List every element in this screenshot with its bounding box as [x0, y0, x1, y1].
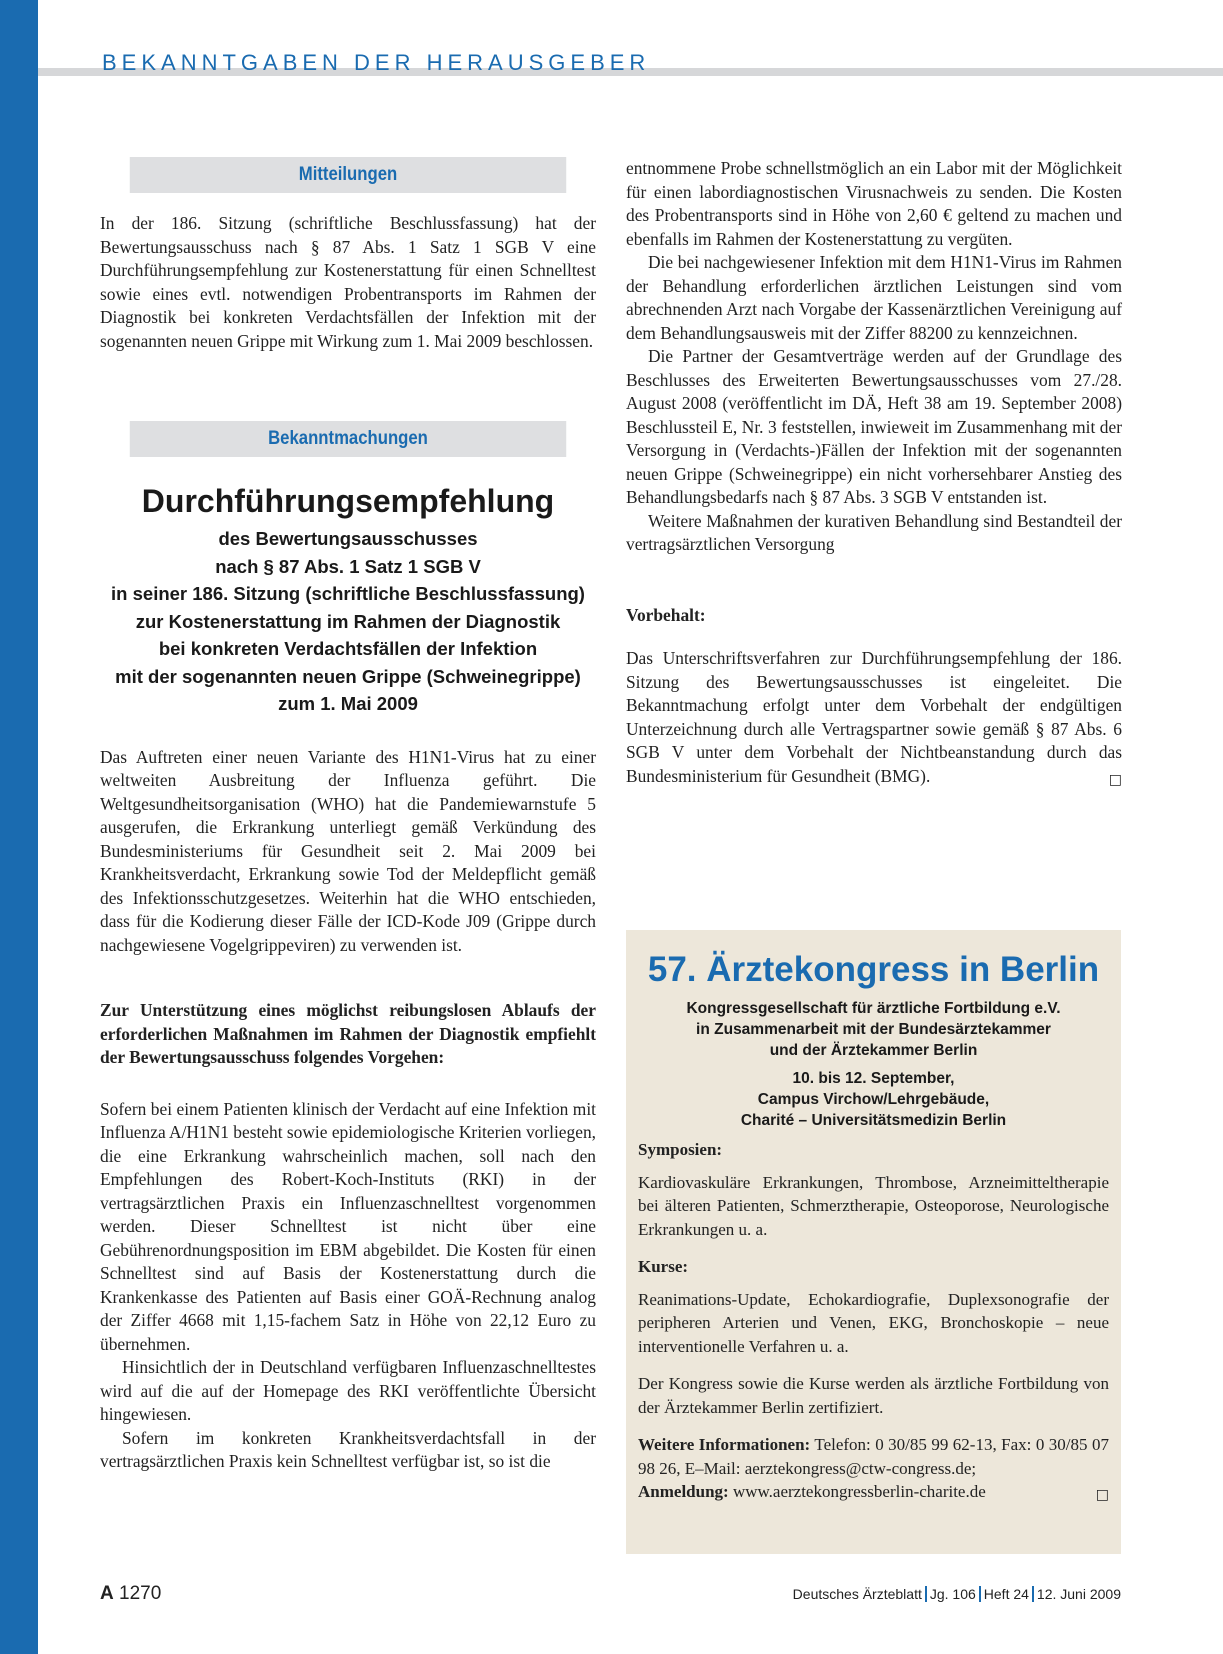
subtitle-line: in seiner 186. Sitzung (schriftliche Beschlussfassung)	[111, 583, 585, 604]
congress-title: 57. Ärztekongress in Berlin	[647, 950, 1100, 989]
article-subtitle	[100, 525, 596, 718]
body-paragraph: Die Partner der Gesamtverträge werden auf der Grundlage des Beschlusses des Erweiterten Bewertungsausschusses vom 27./28. August 2008 (veröffentlicht im DÄ, Heft 38 am 19. September 2008) Beschlussteil E, Nr. 3 feststellen, inwieweit im Zusammenhang mit der Versorgung in (Verdachts-)Fällen der Infektion mit der sogenannten neuen Grippe (Schweinegrippe) ein nicht vorhersehbarer Anstieg des Behandlungsbedarfs nach § 87 Abs. 3 SGB V entstanden ist.	[626, 346, 1122, 507]
journal-citation	[793, 1586, 1121, 1602]
mitteilungen-heading: Mitteilungen	[130, 157, 566, 193]
separator	[1032, 1586, 1034, 1602]
left-column	[100, 157, 596, 1474]
separator	[925, 1586, 927, 1602]
end-mark-icon: □	[1095, 1487, 1109, 1503]
certification-text: Der Kongress sowie die Kurse werden als ärztliche Fortbildung von der Ärztekammer Berlin zertifiziert.	[638, 1374, 1109, 1417]
body-paragraph: Hinsichtlich der in Deutschland verfügbaren Influenzaschnelltestes wird auf die auf der Homepage des RKI veröffentlichte Übersicht hingewiesen.	[100, 1357, 596, 1424]
kurse-heading: Kurse:	[638, 1257, 689, 1276]
journal-volume: Jg. 106	[929, 1586, 976, 1602]
body-paragraph: Weitere Maßnahmen der kurativen Behandlung sind Bestandteil der vertragsärztlichen Versorgung	[626, 510, 1122, 554]
congress-date-place	[638, 1068, 1109, 1131]
subtitle-line: nach § 87 Abs. 1 Satz 1 SGB V	[215, 555, 481, 577]
page-number-value: 1270	[119, 1583, 162, 1604]
congress-announcement-box	[626, 930, 1121, 1554]
info-label: Weitere Informationen:	[638, 1435, 811, 1454]
organizer-line: und der Ärztekammer Berlin	[769, 1042, 978, 1059]
registration-line	[638, 1480, 1109, 1504]
journal-date: 12. Juni 2009	[1036, 1586, 1121, 1602]
date-place-line: Campus Virchow/Lehrgebäude,	[757, 1091, 990, 1108]
end-mark-icon: □	[1108, 771, 1122, 788]
body-paragraph: Die bei nachgewiesener Infektion mit dem H1N1-Virus im Rahmen der Behandlung erforderlichen ärztlichen Leistungen sind vom abrechnenden Arzt nach Vorgabe der Kassenärztlichen Vereinigung auf dem Behandlungsausweis mit der Ziffer 88200 zu kennzeichnen.	[626, 252, 1122, 343]
kurse-text: Reanimations-Update, Echokardiografie, Duplexsonografie der peripheren Arterien und Venen, EKG, Bronchoskopie – neue interventionelle Verfahren u. a.	[638, 1289, 1109, 1356]
contact-info	[638, 1433, 1109, 1480]
subtitle-line: mit der sogenannten neuen Grippe (Schweinegrippe)	[115, 665, 581, 687]
page-number	[100, 1583, 161, 1605]
date-place-line: 10. bis 12. September,	[792, 1070, 955, 1087]
journal-issue: Heft 24	[983, 1586, 1029, 1602]
organizer-line: in Zusammenarbeit mit der Bundesärztekammer	[696, 1021, 1051, 1038]
date-place-line: Charité – Universitätsmedizin Berlin	[740, 1112, 1007, 1129]
body-paragraph: Das Auftreten einer neuen Variante des H1N1-Virus hat zu einer weltweiten Ausbreitung der Influenza geführt. Die Weltgesundheitsorganisation (WHO) hat die Pandemiewarnstufe 5 ausgerufen, die Erkrankung unterliegt gemäß Verkündung des Bundesministeriums für Gesundheit seit 2. Mai 2009 bei Krankheitsverdacht, Erkrankung sowie Tod der Meldepflicht gemäß des Infektionsschutzgesetzes. Weiterhin hat die WHO entschieden, dass für die Kodierung dieser Fälle der ICD-Kode J09 (Grippe durch nachgewiesene Vogelgrippeviren) zu verwenden ist.	[100, 746, 596, 955]
registration-link[interactable]: www.aerztekongressberlin-charite.de	[732, 1482, 986, 1501]
sidebar-accent-bar	[0, 0, 38, 1654]
anmeldung-label: Anmeldung:	[638, 1482, 729, 1501]
mitteilungen-text: In der 186. Sitzung (schriftliche Beschlussfassung) hat der Bewertungsausschuss nach § 87 Abs. 1 Satz 1 SGB V eine Durchführungsempfehlung zur Kostenerstattung für einen Schnelltest sowie eines evtl. notwendigen Probentransports im Rahmen der Diagnostik bei konkreten Verdachtsfällen der Infektion mit der sogenannten neuen Grippe mit Wirkung zum 1. Mai 2009 beschlossen.	[100, 213, 596, 351]
symposien-heading: Symposien:	[638, 1140, 723, 1159]
bekanntmachungen-heading: Bekanntmachungen	[130, 421, 566, 457]
separator	[979, 1586, 981, 1602]
congress-organizer	[638, 998, 1109, 1061]
page-prefix: A	[100, 1583, 114, 1604]
article-headline: Durchführungsempfehlung	[141, 483, 555, 519]
right-column	[626, 157, 1122, 792]
organizer-line: Kongressgesellschaft für ärztliche Fortbildung e.V.	[686, 1000, 1061, 1017]
subtitle-line: bei konkreten Verdachtsfällen der Infektion	[158, 638, 538, 659]
subtitle-line: des Bewertungsausschusses	[218, 528, 478, 549]
section-header: BEKANNTGABEN DER HERAUSGEBER	[102, 50, 651, 75]
vorbehalt-heading: Vorbehalt:	[626, 604, 706, 625]
body-paragraph: Sofern im konkreten Krankheitsverdachtsfall in der vertragsärztlichen Praxis kein Schnelltest verfügbar ist, so ist die	[100, 1427, 596, 1471]
subtitle-line: zur Kostenerstattung im Rahmen der Diagnostik	[135, 610, 561, 632]
subtitle-line: zum 1. Mai 2009	[278, 693, 418, 714]
body-paragraph: entnommene Probe schnellstmöglich an ein Labor mit der Möglichkeit für einen labordiagnostischen Virusnachweis zu senden. Die Kosten des Probentransports sind in Höhe von 2,60 € geltend zu machen und ebenfalls im Rahmen der Kostenerstattung zu vergüten.	[626, 158, 1122, 249]
journal-name: Deutsches Ärzteblatt	[792, 1586, 922, 1602]
info-text: Telefon: 0 30/85 99 62-13, Fax: 0 30/85 07 98 26, E–Mail: aerztekongress@ctw-congress.de;	[638, 1435, 1109, 1478]
vorbehalt-text	[626, 647, 1122, 788]
vorbehalt-body: Das Unterschriftsverfahren zur Durchführungsempfehlung der 186. Sitzung des Bewertungsausschusses ist eingeleitet. Die Bekanntmachung erfolgt unter dem Vorbehalt der endgültigen Unterzeichnung durch alle Vertragspartner sowie gemäß § 87 Abs. 6 SGB V unter dem Vorbehalt der Nichtbeanstandung durch das Bundesministerium für Gesundheit (BMG).	[626, 648, 1122, 786]
symposien-text: Kardiovaskuläre Erkrankungen, Thrombose, Arzneimitteltherapie bei älteren Patienten, Schmerztherapie, Osteoporose, Neurologische Erkrankungen u. a.	[638, 1172, 1109, 1239]
bold-paragraph: Zur Unterstützung eines möglichst reibungslosen Ablaufs der erforderlichen Maßnahmen im Rahmen der Diagnostik empfiehlt der Bewertungsausschuss folgendes Vorgehen:	[100, 1000, 596, 1067]
body-paragraph: Sofern bei einem Patienten klinisch der Verdacht auf eine Infektion mit Influenza A/H1N1 besteht sowie epidemiologische Kriterien vorliegen, die eine Erkrankung wahrscheinlich machen, soll nach den Empfehlungen des Robert-Koch-Instituts (RKI) in der vertragsärztlichen Praxis ein Influenzaschnelltest vorgenommen werden. Dieser Schnelltest ist nicht über eine Gebührenordnungsposition im EBM abgebildet. Die Kosten für einen Schnelltest sind auf Basis der Kostenerstattung durch die Krankenkasse des Patienten auf Basis einer GOÄ-Rechnung analog der Ziffer 4668 mit 1,15-fachem Satz in Höhe von 22,12 Euro zu übernehmen.	[100, 1098, 596, 1354]
